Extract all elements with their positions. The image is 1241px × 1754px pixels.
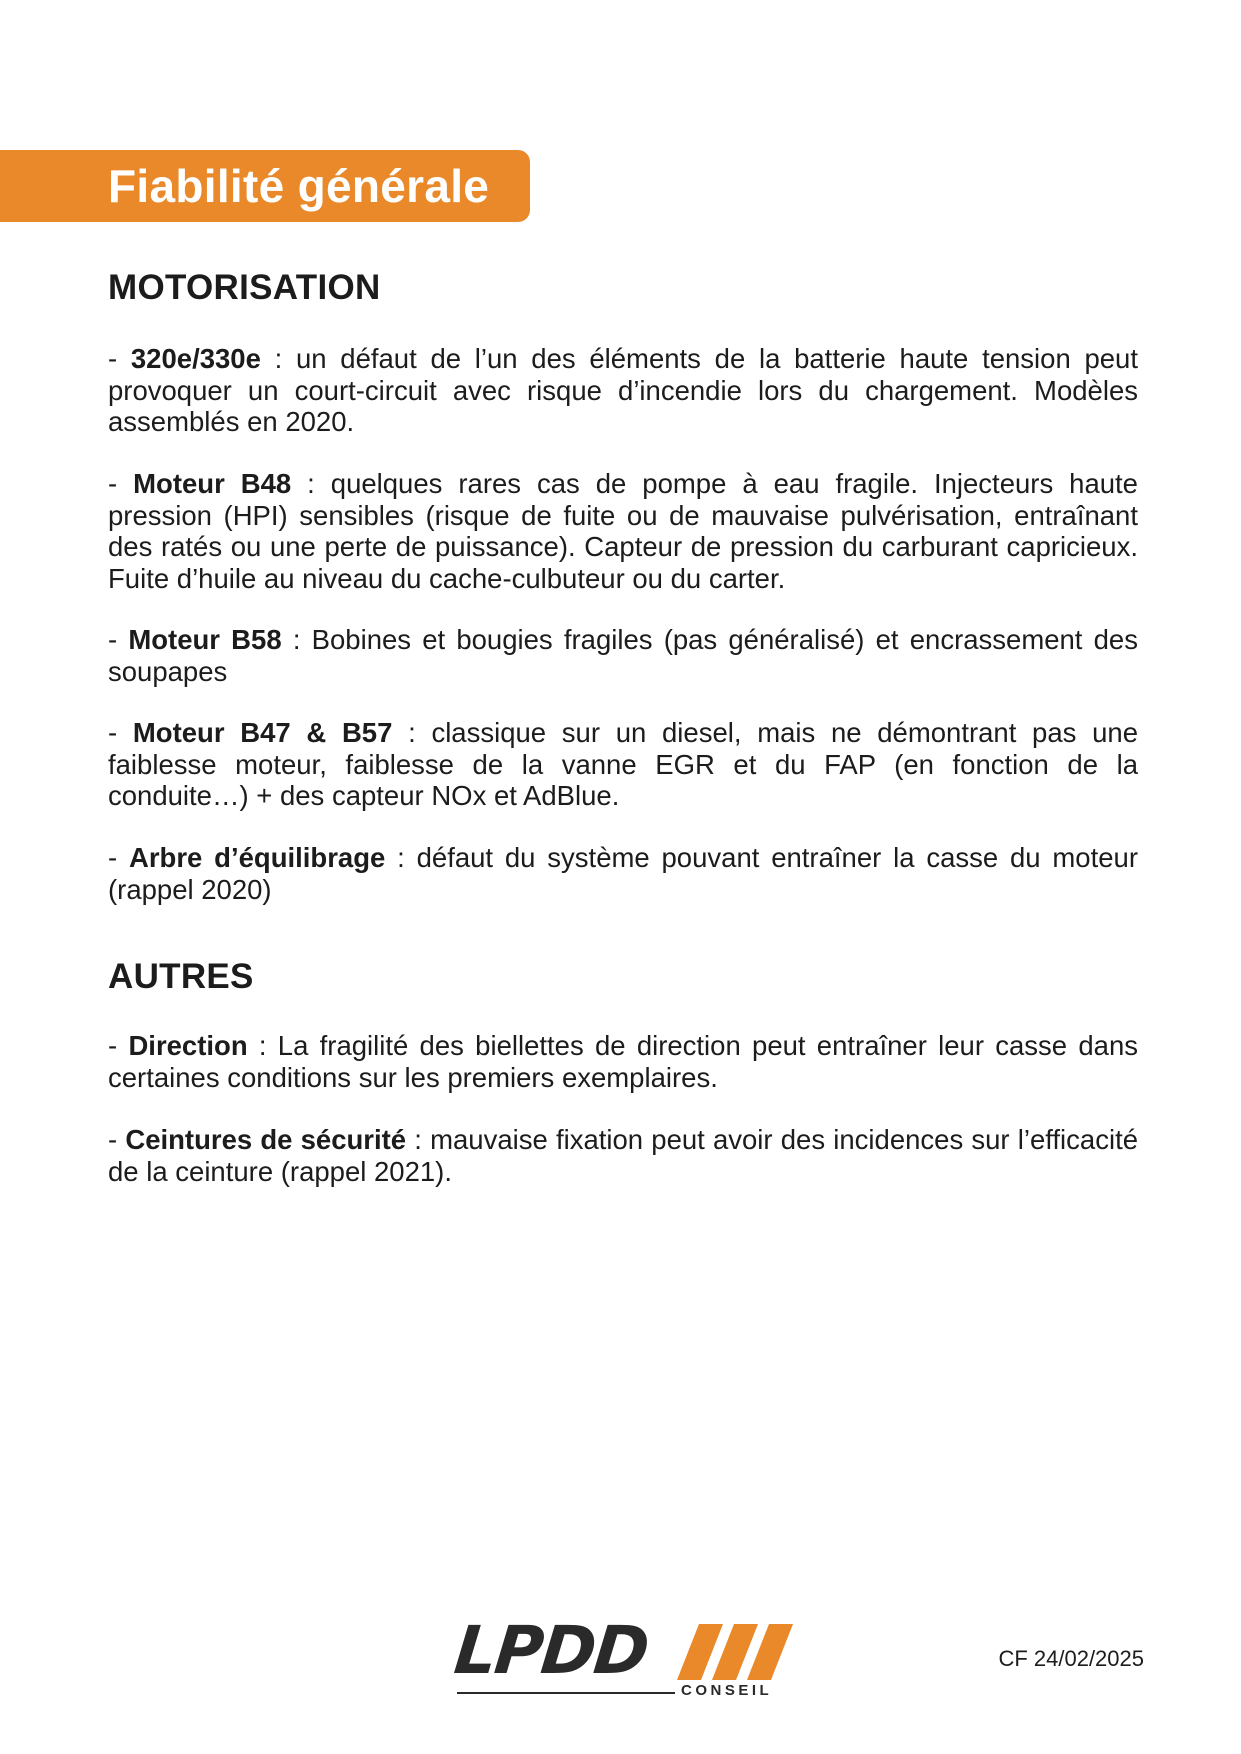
lpdd-conseil-logo [450,1612,795,1703]
item-text: : défaut du système pouvant entraîner la casse du moteur (rappel 2020) [108,842,1138,905]
item-moteur-b58 [108,624,1138,687]
logo-underline [457,1692,675,1694]
item-text: : un défaut de l’un des éléments de la batterie haute tension peut provoquer un court-circuit avec risque d’incendie lors du chargement. Modèles assemblés en 2020. [108,343,1138,437]
item-prefix: - [108,468,134,499]
logo-wordmark: LPDD [450,1612,652,1689]
item-moteur-b47-b57 [108,717,1138,812]
page-title: Fiabilité générale [108,160,490,212]
item-prefix: - [108,717,133,748]
document-reference: CF 24/02/2025 [998,1646,1144,1671]
item-text: : La fragilité des biellettes de direction peut entraîner leur casse dans certaines conditions sur les premiers exemplaires. [108,1030,1138,1093]
logo-stripes-icon [677,1624,795,1680]
item-moteur-b48 [108,468,1138,594]
item-prefix: - [108,624,129,655]
item-term: Moteur B48 [133,468,292,499]
item-prefix: - [108,1030,129,1061]
item-prefix: - [108,842,129,873]
item-320e-330e [108,343,1138,438]
item-term: Moteur B58 [128,624,282,655]
item-term: 320e/330e [130,343,261,374]
item-prefix: - [108,1124,126,1155]
item-text: : quelques rares cas de pompe à eau fragile. Injecteurs haute pression (HPI) sensibles (risque de fuite ou de mauvaise pulvérisation, entraînant des ratés ou une perte de puissance). Capteur de pression du carburant capricieux. Fuite d’huile au niveau du cache-culbuteur ou du carter. [108,468,1138,594]
section-heading-autres: AUTRES [108,957,254,996]
item-ceintures-securite [108,1124,1138,1187]
item-term: Ceintures de sécurité [125,1124,407,1155]
item-text: : mauvaise fixation peut avoir des incidences sur l’efficacité de la ceinture (rappel 2021). [108,1124,1138,1187]
logo-subtext: CONSEIL [681,1682,773,1699]
item-term: Direction [128,1030,248,1061]
item-text: : classique sur un diesel, mais ne démontrant pas une faiblesse moteur, faiblesse de la vanne EGR et du FAP (en fonction de la conduite…) + des capteur NOx et AdBlue. [108,717,1138,811]
item-text: : Bobines et bougies fragiles (pas généralisé) et encrassement des soupapes [108,624,1138,687]
title-banner [0,150,530,222]
section-heading-motorisation: MOTORISATION [108,268,381,307]
item-prefix: - [108,343,131,374]
item-direction [108,1030,1138,1093]
item-arbre-equilibrage [108,842,1138,905]
item-term: Moteur B47 & B57 [132,717,393,748]
item-term: Arbre d’équilibrage [128,842,386,873]
